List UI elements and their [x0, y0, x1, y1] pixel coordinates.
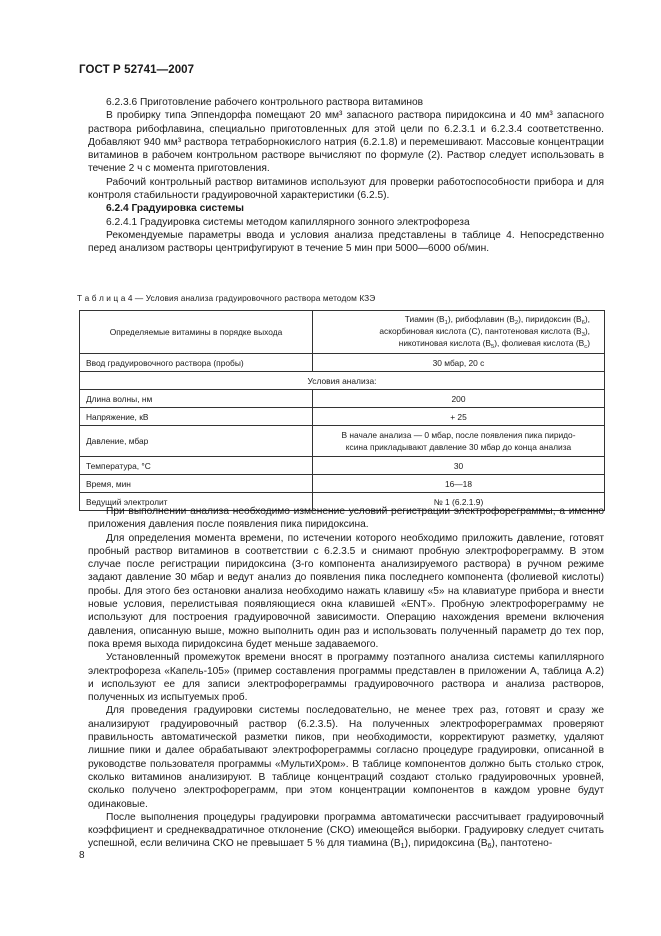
table-cell-label: Напряжение, кВ — [80, 408, 313, 426]
text-block-bottom — [88, 505, 604, 851]
paragraph: После выполнения процедуры градуировки программа автоматически рассчитывает градуировочный коэффициент и среднеквадратичное отклонение (СКО) имеющейся выборки. Градуировку следует считать успешной, если величина СКО не превышает 5 % для тиамина $(B_1)$, пиридоксина $(B_6)$, пантотено- — [88, 811, 604, 851]
conditions-table — [79, 310, 605, 511]
table-cell-label: Давление, мбар — [80, 426, 313, 457]
table-row — [80, 354, 605, 372]
table-header-row — [80, 311, 605, 354]
table-cell-value: 200 — [313, 390, 605, 408]
page-number: 8 — [79, 850, 85, 861]
table-cell-value: № 1 (6.2.1.9) — [313, 493, 605, 511]
table-row-span — [80, 372, 605, 390]
paragraph: Для проведения градуировки системы последовательно, не менее трех раз, готовят и сразу же анализируют градуировочный раствор (6.2.3.5). На полученных электрофореграммах проверяют правильность автоматической разметки пиков, при необходимости, корректируют разметку, удаляют лишние пики и далее обрабатывают электрофореграммы согласно процедуре градуировки, описанной в руководстве пользователя программы «МультиХром». В таблице компонентов должно быть столько строк, сколько витаминов анализируют. В таблице концентраций создают столько градуировочных уровней, сколько получено электрофореграмм, при этом концентрации компонентов в каждом уровне будут одинаковые. — [88, 705, 604, 810]
table-row — [80, 408, 605, 426]
table-row — [80, 457, 605, 475]
table-cell-label: Ведущий электролит — [80, 493, 313, 511]
table-cell-value: 16—18 — [313, 475, 605, 493]
header-cell-left: Определяемые витамины в порядке выхода — [80, 311, 313, 354]
paragraph: Для определения момента времени, по истечении которого необходимо приложить давление, готовят пробный раствор витаминов в соответствии с 6.2.3.5 и снимают пробную электрофореграмму. В этом случае после регистрации пиридоксина (3-го компонента анализируемого раствора) в ручном режиме задают давление 30 мбар и ведут анализ до появления пика последнего компонента (фолиевой кислоты) пробы. Для этого без остановки анализа необходимо нажать клавишу «5» на клавиатуре прибора и внести новые условия, перелистывая появляющиеся окна клавишей «ENT». Пробную электрофореграмму не используют для построения градуировочной зависимости. Операцию нахождения времени включения давления, описанную выше, можно выполнить один раз и использовать полученный параметр до тех пор, пока время выхода пиридоксина будет меньше задаваемого. — [88, 532, 604, 650]
section-heading-6-2-4: 6.2.4 Градуировка системы — [106, 203, 244, 215]
table-cell-value: 30 мбар, 20 с — [313, 354, 605, 372]
table-caption: Т а б л и ц а 4 — Условия анализа градуировочного раствора методом КЗЭ — [77, 293, 376, 303]
table-cell-label: Время, мин — [80, 475, 313, 493]
section-heading-6-2-3-6: 6.2.3.6 Приготовление рабочего контрольного раствора витаминов — [106, 97, 424, 108]
table-cell-label: Длина волны, нм — [80, 390, 313, 408]
header-cell-right: Тиамин $(B_1)$, рибофлавин $(B_2)$, пиридоксин $(B_6)$, аскорбиновая кислота (C), пантотеновая кислота $(B_3)$, никотиновая кислота $(B_5)$, фолиевая кислота $(B_c)$ — [313, 311, 605, 354]
table-row — [80, 475, 605, 493]
paragraph: Установленный промежуток времени вносят в программу поэтапного анализа системы капиллярного электрофореза «Капель-105» (пример составления программы представлен в приложении А, таблица А.2) и используют ее для записи электрофореграммы градуировочного раствора и анализа растворов, полученных из испытуемых проб. — [88, 652, 604, 704]
table-cell-value: В начале анализа — 0 мбар, после появления пика пиридо- ксина прикладывают давление 30 мбар до конца анализа — [313, 426, 605, 457]
paragraph: При выполнении анализа необходимо изменение условий регистрации электрофореграммы, а именно приложения давления после появления пика пиридоксина. — [88, 506, 604, 531]
table-row — [80, 390, 605, 408]
text-block-top — [88, 96, 604, 256]
table-row — [80, 426, 605, 457]
table-cell-value: 30 — [313, 457, 605, 475]
document-header: ГОСТ Р 52741—2007 — [79, 64, 195, 76]
paragraph: В пробирку типа Эппендорфа помещают 20 мм³ запасного раствора пиридоксина и 40 мм³ запасного раствора рибофлавина, специально приготовленных для этой цели по 6.2.3.1 и 6.2.3.4 соответственно. Добавляют 940 мм³ раствора тетраборнокислого натрия (6.2.1.8) и перемешивают. Массовые концентрации витаминов в рабочем контрольном растворе вычисляют по формуле (2). Раствор следует использовать в течение 2 ч с момента приготовления. — [88, 110, 604, 175]
table-cell-label: Температура, °С — [80, 457, 313, 475]
paragraph: Рабочий контрольный раствор витаминов используют для проверки работоспособности прибора и для контроля стабильности градуировочной характеристики (6.2.5). — [88, 176, 604, 202]
table-cell-span: Условия анализа: — [80, 372, 605, 390]
paragraph: Рекомендуемые параметры ввода и условия анализа представлены в таблице 4. Непосредственно перед анализом растворы центрифугируют в течение 5 мин при 5000—6000 об/мин. — [88, 229, 604, 255]
subsection-heading-6-2-4-1: 6.2.4.1 Градуировка системы методом капиллярного зонного электрофореза — [106, 216, 470, 228]
table-cell-label: Ввод градуировочного раствора (пробы) — [80, 354, 313, 372]
table-cell-value: + 25 — [313, 408, 605, 426]
